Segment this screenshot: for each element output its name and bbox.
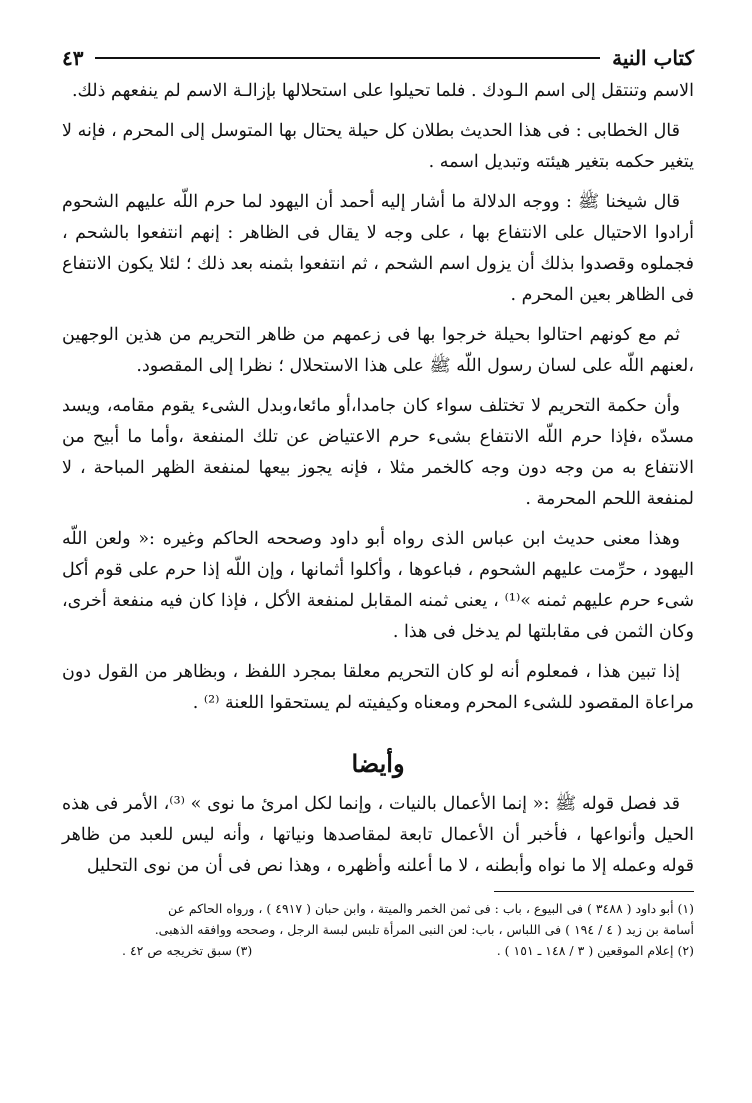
paragraph: وأن حكمة التحريم لا تختلف سواء كان جامدا،أو مائعا،وبدل الشىء يقوم مقامه، ويسد مسدّه ،فإذا حرم اللّه الانتفاع بشىء حرم الاعتياض عن تلك المنفعة ،وأما ما أبيح من الانتفاع به من وجه دون وجه كالخمر مثلا ، فإنه يجوز بيعها لمنفعة الظهر المباحة ، لا لمنفعة اللحم المحرمة . (62, 396, 694, 509)
paragraph: قد فصل قوله ﷺ :« إنما الأعمال بالنيات ، وإنما لكل امرئ ما نوى » ⁽³⁾، الأمر فى هذه الحيل وأنواعها ، فأخبر أن الأعمال تابعة لمقاصدها ونياتها ، وأنه ليس للعبد من ظاهر قوله وعمله إلا ما نواه وأبطنه ، لا ما أعلنه وأظهره ، وهذا نص فى أن من نوى التحليل (62, 794, 694, 876)
running-title: كتاب النية (612, 46, 694, 70)
paragraph: قال شيخنا ﷺ : ووجه الدلالة ما أشار إليه أحمد أن اليهود لما حرم اللّه عليهم الشحوم أرادوا الاحتيال على الانتفاع بها ، على وجه لا يقال فى الظاهر : إنهم انتفعوا بالشحم ، فجملوه وقصدوا بذلك أن يزول اسم الشحم ، ثم انتفعوا بثمنه بعد ذلك ؛ لئلا يكون الانتفاع فى الظاهر بعين المحرم . (62, 192, 694, 305)
page-header (62, 40, 694, 76)
footnote-1-line-1: (١) أبو داود ( ٣٤٨٨ ) فى البيوع ، باب : فى ثمن الخمر والميتة ، وابن حبان ( ٤٩١٧ ) ، ورواه الحاكم عن (167, 901, 694, 916)
paragraph: قال الخطابى : فى هذا الحديث بطلان كل حيلة يحتال بها المتوسل إلى المحرم ، فإنه لا يتغير حكمه بتغير هيئته وتبديل اسمه . (62, 121, 694, 172)
page-number: ٤٣ (62, 46, 84, 70)
footnote-row (62, 940, 694, 961)
paragraph: إذا تبين هذا ، فمعلوم أنه لو كان التحريم معلقا بمجرد اللفظ ، وبظاهر من القول دون مراعاة المقصود للشىء المحرم ومعناه وكيفيته لم يستحقوا اللعنة ⁽²⁾ . (62, 662, 694, 713)
paragraph: وهذا معنى حديث ابن عباس الذى رواه أبو داود وصححه الحاكم وغيره :« ولعن اللّه اليهود ، حرِّمت عليهم الشحوم ، فباعوها ، وأكلوا أثمانها ، وإن اللّه إذا حرم على قوم أكل شىء حرم عليهم ثمنه »⁽¹⁾ ، يعنى ثمنه المقابل لمنفعة الأكل ، فإذا كان فيه منفعة أخرى، وكان الثمن فى مقابلتها لم يدخل فى هذا . (62, 529, 694, 642)
footnote-2: (٢) إعلام الموقعين ( ٣ / ١٤٨ ـ ١٥١ ) . (496, 943, 694, 958)
footnote-3: (٣) سبق تخريجه ص ٤٢ . (122, 943, 253, 958)
footnote-rule (494, 891, 694, 892)
footnotes (62, 898, 694, 961)
paragraph: ثم مع كونهم احتالوا بحيلة خرجوا بها فى زعمهم من ظاهر التحريم من هذين الوجهين ،لعنهم اللّه على لسان رسول اللّه ﷺ على هذا الاستحلال ؛ نظرا إلى المقصود. (62, 325, 694, 376)
paragraph: الاسم وتنتقل إلى اسم الـودك . فلما تحيلوا على استحلالها بإزالـة الاسم لم ينفعهم ذلك. (71, 81, 694, 101)
footnote-1-line-2: أسامة بن زيد ( ٤ / ١٩٤ ) فى اللباس ، باب: لعن النبى المرأة تلبس لبسة الرجل ، وصححه ووافقه الذهبى. (154, 922, 694, 937)
book-page (62, 40, 694, 1080)
header-rule (95, 57, 600, 59)
main-text (62, 76, 694, 882)
section-heading: وأيضا (351, 749, 405, 778)
